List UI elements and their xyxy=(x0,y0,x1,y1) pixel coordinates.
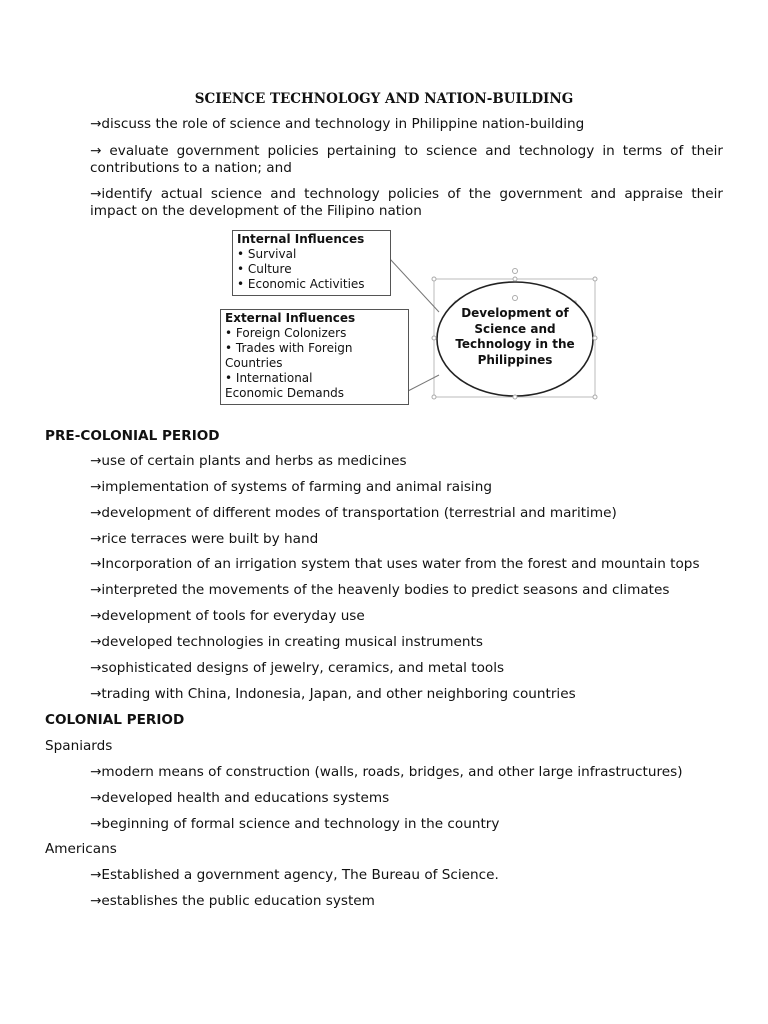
external-item: • Trades with Foreign xyxy=(225,341,353,355)
objective-1: →discuss the role of science and technology in Philippine nation-building xyxy=(90,116,585,132)
external-item: • Foreign Colonizers xyxy=(225,326,347,340)
list-item: →modern means of construction (walls, roads, bridges, and other large infrastructures) xyxy=(90,764,683,780)
list-item: →interpreted the movements of the heavenly bodies to predict seasons and climates xyxy=(90,582,670,598)
arrow-icon: → xyxy=(90,505,102,521)
arrow-icon: → xyxy=(90,634,102,650)
subheading-americans: Americans xyxy=(45,841,117,857)
list-item: →sophisticated designs of jewelry, ceramics, and metal tools xyxy=(90,660,505,676)
section-heading-colonial: COLONIAL PERIOD xyxy=(45,712,185,728)
external-item-cont: Economic Demands xyxy=(225,386,345,400)
center-label: Development of Science and Technology in the Philippines xyxy=(455,306,575,367)
arrow-icon: → xyxy=(90,531,102,547)
arrow-icon: → xyxy=(90,893,102,909)
arrow-icon: → xyxy=(90,582,102,598)
list-item: →developed technologies in creating musical instruments xyxy=(90,634,483,650)
arrow-icon: → xyxy=(90,686,102,702)
internal-item: • Economic Activities xyxy=(237,277,365,291)
list-item: →developed health and educations systems xyxy=(90,790,390,806)
list-item: →implementation of systems of farming and animal raising xyxy=(90,479,492,495)
arrow-icon: → xyxy=(90,479,102,495)
list-item: →use of certain plants and herbs as medicines xyxy=(90,453,407,469)
list-item: →establishes the public education system xyxy=(90,893,375,909)
arrow-icon: → xyxy=(90,116,102,132)
connector-internal xyxy=(390,259,439,312)
list-item: →Incorporation of an irrigation system that uses water from the forest and mountain tops xyxy=(90,556,700,572)
arrow-icon: → xyxy=(90,143,102,159)
arrow-icon: → xyxy=(90,867,102,883)
arrow-icon: → xyxy=(90,556,102,572)
subheading-spaniards: Spaniards xyxy=(45,738,113,754)
list-item: →development of tools for everyday use xyxy=(90,608,365,624)
external-item: • International xyxy=(225,371,313,385)
list-item: →beginning of formal science and technology in the country xyxy=(90,816,500,832)
external-influences-box: External Influences • Foreign Colonizers • Trades with Foreign Countries • International Economic Demands xyxy=(220,309,409,405)
list-item: →rice terraces were built by hand xyxy=(90,531,319,547)
objective-2: → evaluate government policies pertaining to science and technology in terms of their contributions to a nation; and xyxy=(90,143,723,176)
internal-item: • Survival xyxy=(237,247,297,261)
section-heading-precolonial: PRE-COLONIAL PERIOD xyxy=(45,428,220,444)
arrow-icon: → xyxy=(90,660,102,676)
internal-influences-box: Internal Influences • Survival • Culture • Economic Activities xyxy=(232,230,391,296)
list-item: →Established a government agency, The Bureau of Science. xyxy=(90,867,499,883)
arrow-icon: → xyxy=(90,816,102,832)
list-item: →development of different modes of transportation (terrestrial and maritime) xyxy=(90,505,617,521)
arrow-icon: → xyxy=(90,186,102,202)
arrow-icon: → xyxy=(90,608,102,624)
arrow-icon: → xyxy=(90,453,102,469)
arrow-icon: → xyxy=(90,790,102,806)
page-title: SCIENCE TECHNOLOGY AND NATION-BUILDING xyxy=(194,91,574,107)
external-item-cont: Countries xyxy=(225,356,283,370)
internal-item: • Culture xyxy=(237,262,292,276)
list-item: →trading with China, Indonesia, Japan, and other neighboring countries xyxy=(90,686,576,702)
arrow-icon: → xyxy=(90,764,102,780)
objective-3: →identify actual science and technology policies of the government and appraise their impact on the development of the Filipino nation xyxy=(90,186,723,219)
